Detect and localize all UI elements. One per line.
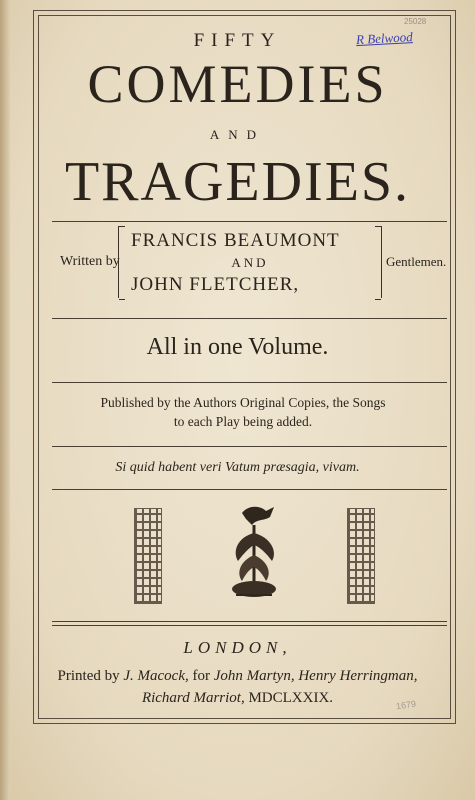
rule-divider bbox=[52, 446, 447, 447]
publication-note-line2: to each Play being added. bbox=[173, 414, 313, 429]
right-ornament-column bbox=[347, 508, 375, 604]
gentlemen-label: Gentlemen. bbox=[386, 254, 447, 269]
printer-name: J. Macock, bbox=[123, 668, 189, 684]
bookseller-herringman: Henry Herringman, bbox=[298, 668, 418, 684]
inner-border bbox=[38, 15, 451, 719]
written-by-label: Written by bbox=[60, 254, 120, 269]
latin-motto: Si quid habent veri Vatum præsagia, vivam. bbox=[115, 460, 360, 475]
rule-divider bbox=[52, 221, 447, 222]
title-line-tragedies: TRAGEDIES. bbox=[64, 151, 411, 213]
imprint-city: LONDON, bbox=[183, 638, 292, 657]
pegasus-printer-device bbox=[224, 503, 286, 603]
volume-statement: All in one Volume. bbox=[146, 334, 329, 360]
owner-signature: R Belwood bbox=[355, 29, 414, 48]
pencil-note-bottom: 1679 bbox=[395, 698, 417, 712]
imprint-line-1 bbox=[0, 668, 475, 685]
bookseller-marriot: Richard Marriot, bbox=[141, 690, 245, 706]
imprint-year: MDCLXXIX. bbox=[248, 690, 334, 706]
title-line-comedies: COMEDIES bbox=[87, 54, 388, 114]
author-beaumont: FRANCIS BEAUMONT bbox=[131, 230, 340, 251]
rule-divider bbox=[52, 382, 447, 383]
rule-divider bbox=[52, 489, 447, 490]
rule-divider bbox=[52, 318, 447, 319]
rule-divider-double bbox=[52, 621, 447, 626]
author-fletcher: JOHN FLETCHER, bbox=[131, 274, 300, 295]
title-line-fifty: FIFTY bbox=[193, 30, 282, 51]
publication-note bbox=[78, 393, 408, 431]
printed-by-label: Printed by bbox=[57, 668, 120, 684]
title-line-and: AND bbox=[209, 127, 266, 142]
bookseller-martyn: John Martyn, bbox=[213, 668, 295, 684]
for-label: for bbox=[192, 668, 210, 684]
pencil-note-top: 25028 bbox=[404, 17, 427, 26]
authors-conjunction: AND bbox=[231, 255, 269, 270]
left-ornament-column bbox=[134, 508, 162, 604]
publication-note-line1: Published by the Authors Original Copies, the Songs bbox=[100, 395, 386, 410]
authors-bracket bbox=[118, 226, 382, 298]
